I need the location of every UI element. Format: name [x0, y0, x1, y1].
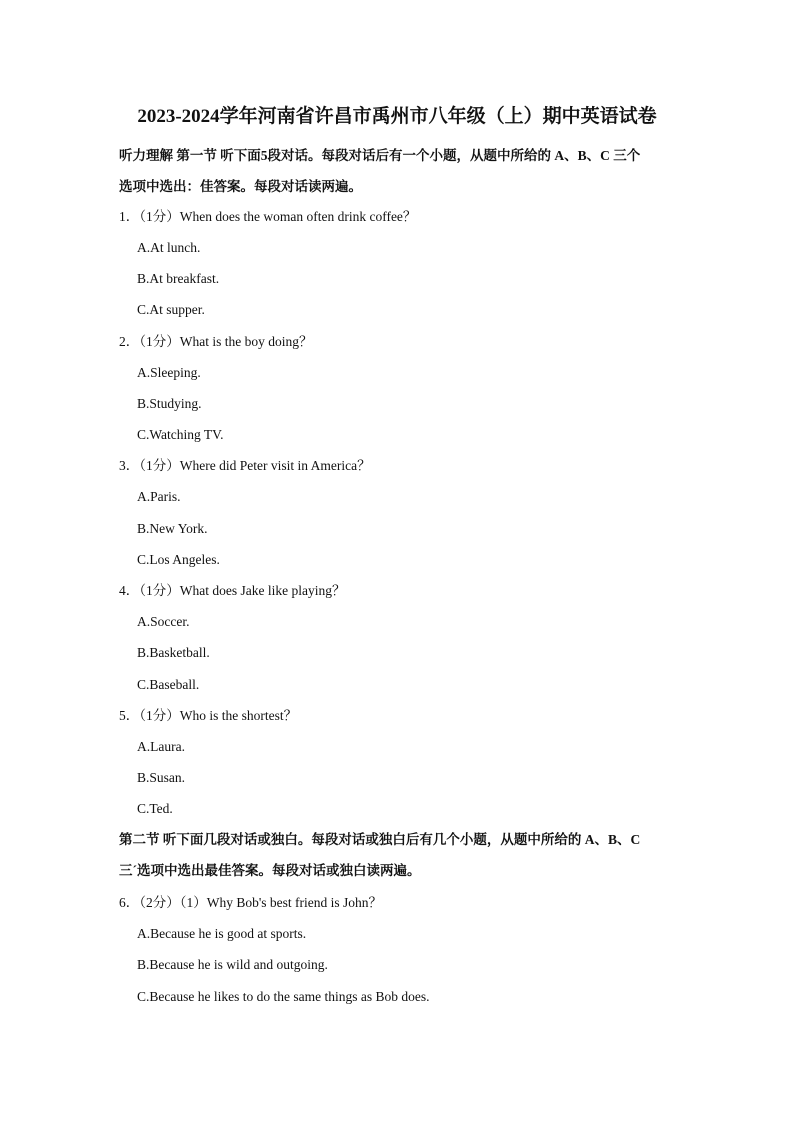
question-1-option-c: C.At supper. — [137, 302, 205, 317]
question-5-option-b: B.Susan. — [137, 770, 186, 785]
question-5-option-c: C.Ted. — [137, 801, 173, 816]
question-1-option-b: B.At breakfast. — [137, 271, 220, 286]
question-3-stem: 3．（1分）Where did Peter visit in America？ — [119, 458, 371, 473]
question-6-option-b: B.Because he is wild and outgoing. — [137, 957, 328, 972]
section1-intro-line2: 选项中选出：佳答案。每段对话读两遍。 — [119, 179, 362, 194]
question-6-stem: 6．（2分）（1）Why Bob's best friend is John？ — [119, 895, 383, 910]
section1-intro-line1: 听力理解 第一节 听下面5段对话。每段对话后有一个小题，从题中所给的 A、B、C 三个 — [119, 148, 641, 163]
exam-title: 2023-2024学年河南省许昌市禹州市八年级（上）期中英语试卷 — [137, 106, 657, 127]
question-2-option-b: B.Studying. — [137, 396, 202, 411]
question-4-stem: 4．（1分）What does Jake like playing？ — [119, 583, 346, 598]
question-6-option-c: C.Because he likes to do the same things as Bob does. — [137, 989, 430, 1004]
question-2-option-a: A.Sleeping. — [137, 365, 201, 380]
question-5-stem: 5．（1分）Who is the shortest？ — [119, 708, 298, 723]
question-5-option-a: A.Laura. — [137, 739, 185, 754]
question-4-option-b: B.Basketball. — [137, 645, 210, 660]
question-2-stem: 2．（1分）What is the boy doing？ — [119, 334, 313, 349]
question-2-option-c: C.Watching TV. — [137, 427, 224, 442]
question-1-option-a: A.At lunch. — [137, 240, 201, 255]
question-4-option-a: A.Soccer. — [137, 614, 190, 629]
question-4-option-c: C.Baseball. — [137, 677, 200, 692]
question-6-option-a: A.Because he is good at sports. — [137, 926, 307, 941]
question-3-option-a: A.Paris. — [137, 489, 181, 504]
question-3-option-b: B.New York. — [137, 521, 208, 536]
section2-intro-line2: 三ˊ选项中选出最佳答案。每段对话或独白读两遍。 — [119, 863, 421, 878]
question-3-option-c: C.Los Angeles. — [137, 552, 220, 567]
section2-intro-line1: 第二节 听下面几段对话或独白。每段对话或独白后有几个小题，从题中所给的 A、B、C — [119, 832, 641, 847]
question-1-stem: 1．（1分）When does the woman often drink coffee？ — [119, 209, 417, 224]
